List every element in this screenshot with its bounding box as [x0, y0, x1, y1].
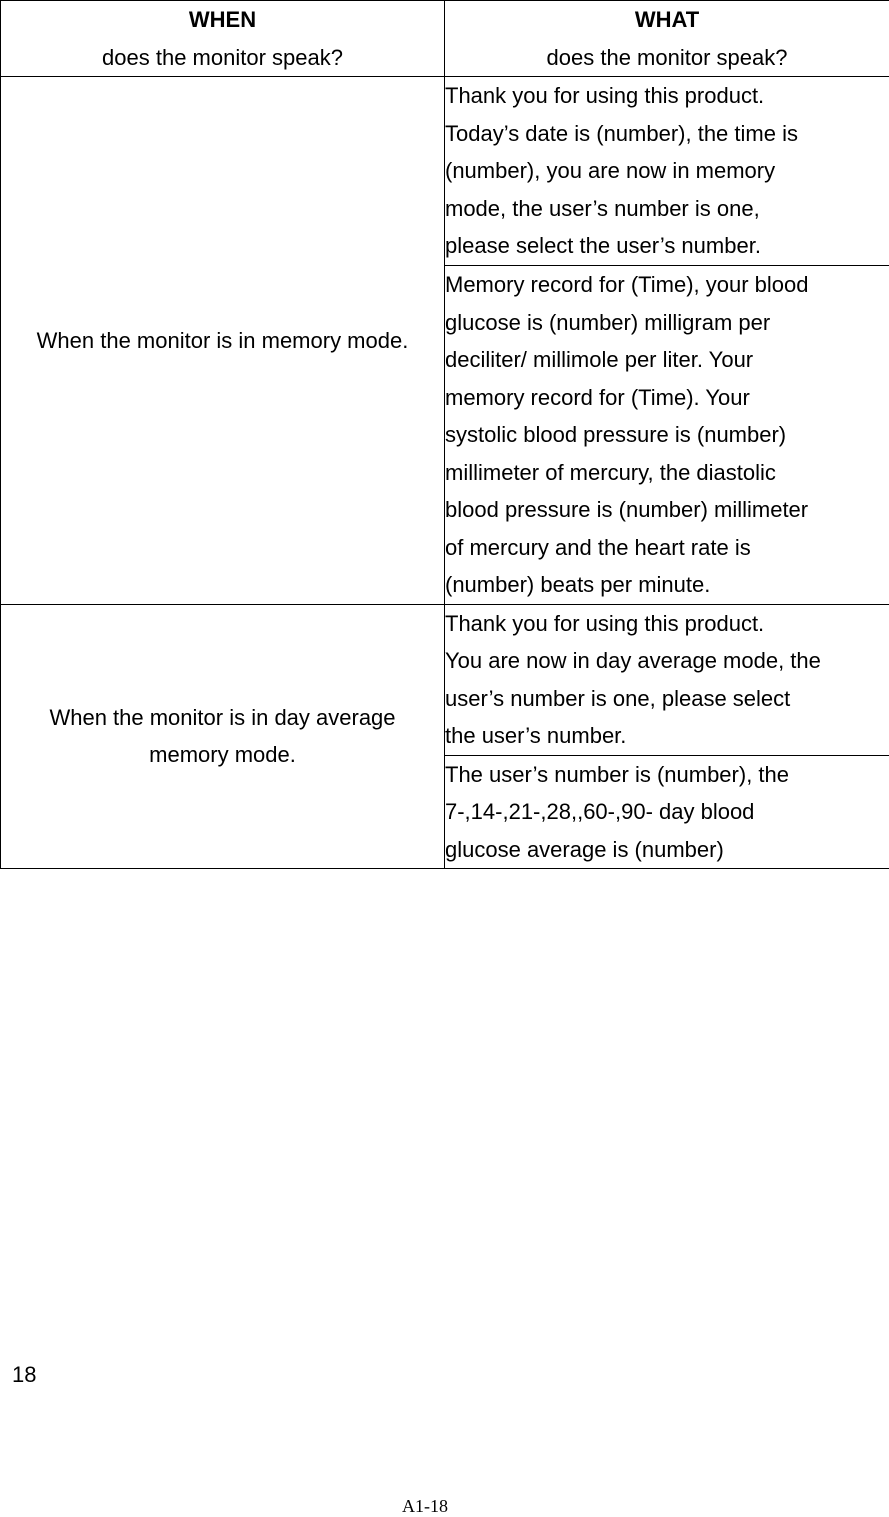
when-column-header	[1, 1, 445, 77]
message-line: systolic blood pressure is (number)	[445, 416, 889, 454]
message-line: Thank you for using this product.	[445, 605, 889, 643]
when-line: memory mode.	[1, 736, 444, 774]
page-number: 18	[12, 1362, 36, 1388]
message-line: deciliter/ millimole per liter. Your	[445, 341, 889, 379]
when-cell-memory-mode: When the monitor is in memory mode.	[1, 77, 445, 605]
what-header-subtitle: does the monitor speak?	[445, 39, 889, 77]
message-line: please select the user’s number.	[445, 227, 889, 265]
message-line: The user’s number is (number), the	[445, 756, 889, 794]
what-cell-memory-intro	[445, 77, 889, 266]
message-line: glucose average is (number)	[445, 831, 889, 869]
message-line: Today’s date is (number), the time is	[445, 115, 889, 153]
when-line: When the monitor is in day average	[1, 699, 444, 737]
when-header-title: WHEN	[1, 1, 444, 39]
table-header-row	[1, 1, 889, 77]
message-line: Memory record for (Time), your blood	[445, 266, 889, 304]
message-line: (number) beats per minute.	[445, 566, 889, 604]
footer-page-code: A1-18	[0, 1496, 850, 1517]
message-line: blood pressure is (number) millimeter	[445, 491, 889, 529]
message-line: memory record for (Time). Your	[445, 379, 889, 417]
message-line: (number), you are now in memory	[445, 152, 889, 190]
what-column-header	[445, 1, 889, 77]
when-cell-day-average-mode	[1, 604, 445, 869]
message-line: the user’s number.	[445, 717, 889, 755]
message-line: mode, the user’s number is one,	[445, 190, 889, 228]
when-header-subtitle: does the monitor speak?	[1, 39, 444, 77]
what-header-title: WHAT	[445, 1, 889, 39]
message-line: user’s number is one, please select	[445, 680, 889, 718]
what-cell-day-average-result	[445, 755, 889, 869]
message-line: of mercury and the heart rate is	[445, 529, 889, 567]
table-row	[1, 77, 889, 266]
message-line: millimeter of mercury, the diastolic	[445, 454, 889, 492]
what-cell-memory-record	[445, 266, 889, 605]
message-line: You are now in day average mode, the	[445, 642, 889, 680]
table-row	[1, 604, 889, 755]
message-line: Thank you for using this product.	[445, 77, 889, 115]
message-line: 7-,14-,21-,28,,60-,90- day blood	[445, 793, 889, 831]
message-line: glucose is (number) milligram per	[445, 304, 889, 342]
what-cell-day-average-intro	[445, 604, 889, 755]
